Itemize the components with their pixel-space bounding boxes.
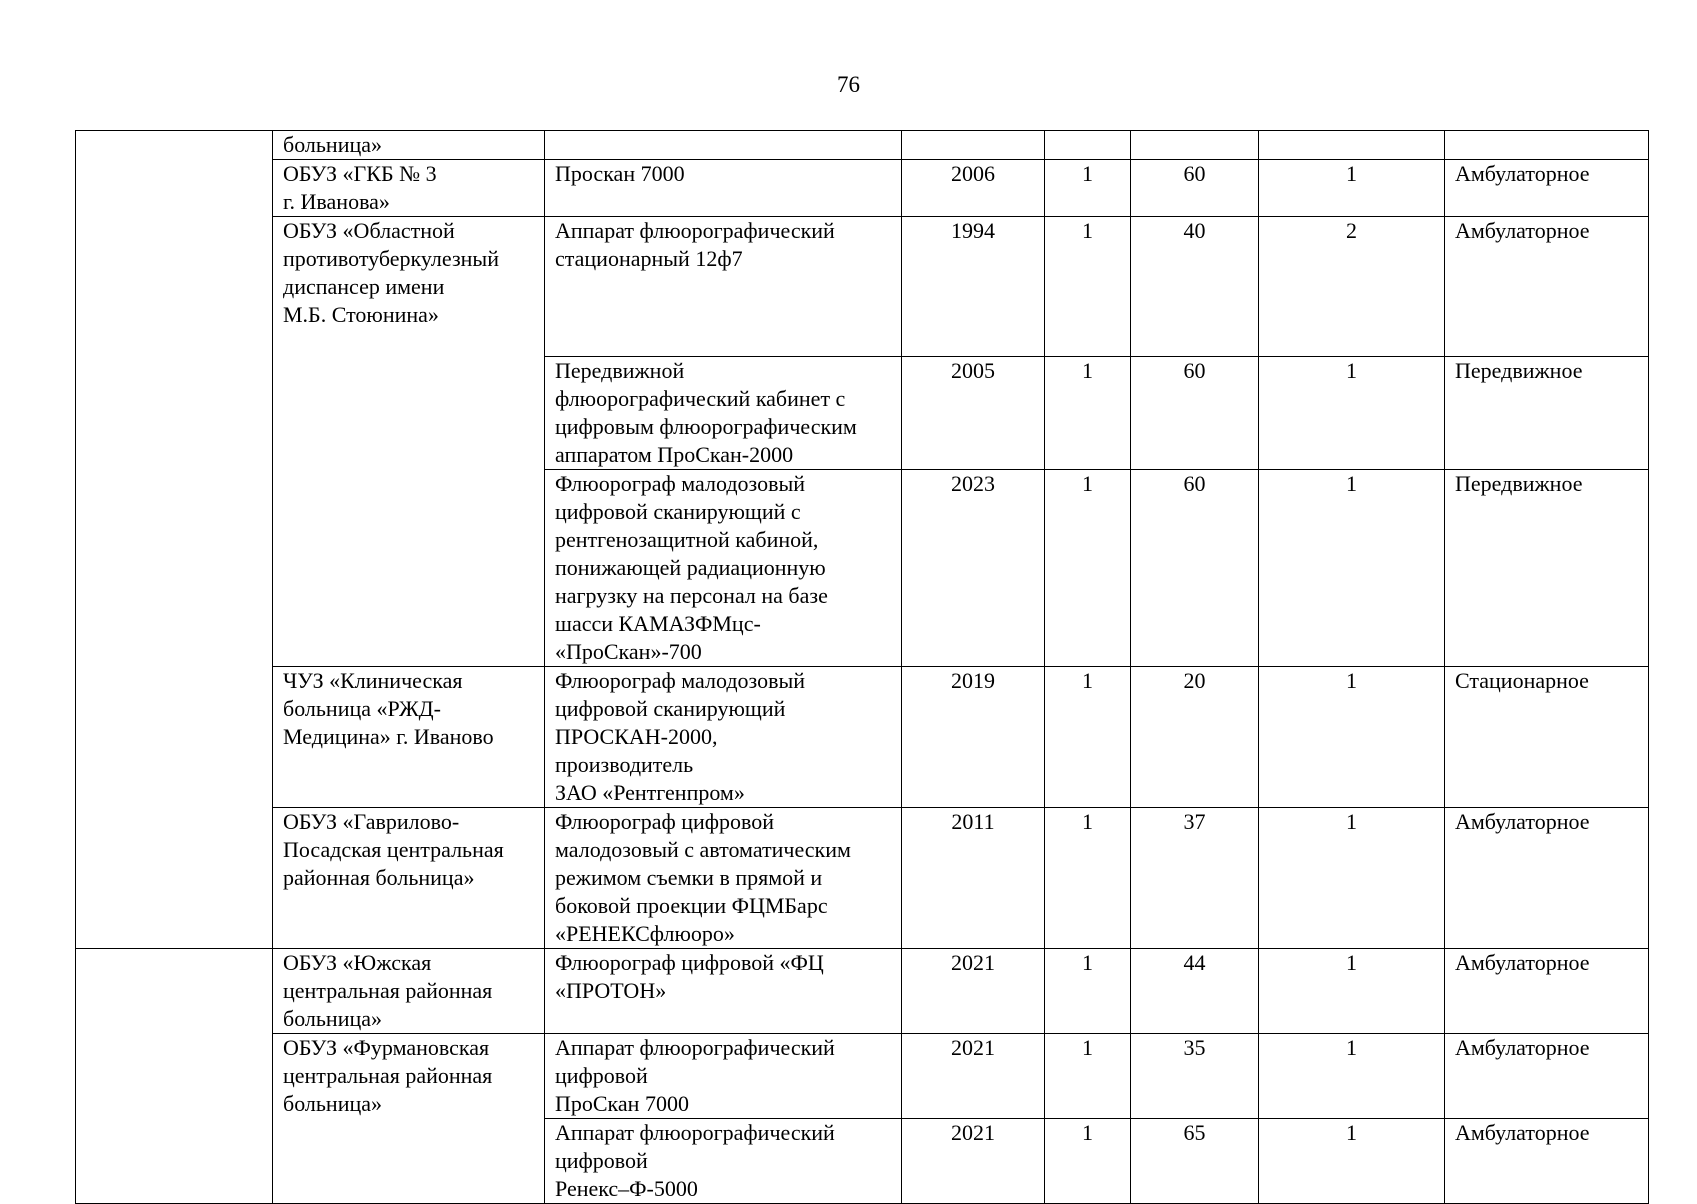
year-cell: 2021 — [902, 1119, 1045, 1204]
page-number: 76 — [837, 72, 860, 97]
count-cell: 1 — [1045, 808, 1131, 949]
facility-name-cell: больница» — [273, 131, 545, 160]
value-cell: 40 — [1131, 217, 1259, 357]
type-cell: Амбулаторное — [1445, 1034, 1649, 1119]
quantity-cell: 1 — [1259, 357, 1445, 470]
device-cell: Флюорограф цифровой «ФЦ «ПРОТОН» — [545, 949, 902, 1034]
count-cell — [1045, 131, 1131, 160]
quantity-cell: 1 — [1259, 1119, 1445, 1204]
value-cell: 35 — [1131, 1034, 1259, 1119]
facility-name-cell: ЧУЗ «Клиническая больница «РЖД- Медицина» г. Иваново — [273, 667, 545, 808]
device-cell: Передвижной флюорографический кабинет с цифровым флюорографическим аппаратом ПроСкан-2000 — [545, 357, 902, 470]
count-cell: 1 — [1045, 217, 1131, 357]
year-cell: 2005 — [902, 357, 1045, 470]
device-cell — [545, 131, 902, 160]
value-cell: 65 — [1131, 1119, 1259, 1204]
count-cell: 1 — [1045, 470, 1131, 667]
type-cell: Стационарное — [1445, 667, 1649, 808]
count-cell: 1 — [1045, 949, 1131, 1034]
year-cell: 2019 — [902, 667, 1045, 808]
region-cell — [76, 131, 273, 949]
year-cell: 2006 — [902, 160, 1045, 217]
device-cell: Флюорограф цифровой малодозовый с автоматическим режимом съемки в прямой и боковой проекции ФЦМБарс «РЕНЕКСфлюоро» — [545, 808, 902, 949]
count-cell: 1 — [1045, 160, 1131, 217]
device-cell: Флюорограф малодозовый цифровой сканирующий с рентгенозащитной кабиной, понижающей радиационную нагрузку на персонал на базе шасси КАМАЗФМцс- «ПроСкан»-700 — [545, 470, 902, 667]
value-cell: 20 — [1131, 667, 1259, 808]
equipment-table — [75, 130, 1649, 1204]
year-cell: 2021 — [902, 1034, 1045, 1119]
quantity-cell: 1 — [1259, 1034, 1445, 1119]
quantity-cell: 2 — [1259, 217, 1445, 357]
year-cell: 2011 — [902, 808, 1045, 949]
type-cell: Передвижное — [1445, 357, 1649, 470]
year-cell: 2021 — [902, 949, 1045, 1034]
region-cell — [76, 949, 273, 1204]
year-cell: 2023 — [902, 470, 1045, 667]
table-row — [76, 1034, 1649, 1119]
device-cell: Аппарат флюорографический цифровой ПроСкан 7000 — [545, 1034, 902, 1119]
table-row — [76, 160, 1649, 217]
type-cell: Амбулаторное — [1445, 949, 1649, 1034]
device-cell: Проскан 7000 — [545, 160, 902, 217]
count-cell: 1 — [1045, 667, 1131, 808]
value-cell: 60 — [1131, 357, 1259, 470]
type-cell — [1445, 131, 1649, 160]
quantity-cell: 1 — [1259, 667, 1445, 808]
type-cell: Амбулаторное — [1445, 217, 1649, 357]
device-cell: Флюорограф малодозовый цифровой сканирующий ПРОСКАН-2000, производитель ЗАО «Рентгенпром» — [545, 667, 902, 808]
facility-name-cell: ОБУЗ «Областной противотуберкулезный диспансер имени М.Б. Стоюнина» — [273, 217, 545, 667]
facility-name-cell: ОБУЗ «Южская центральная районная больница» — [273, 949, 545, 1034]
device-cell: Аппарат флюорографический стационарный 12ф7 — [545, 217, 902, 357]
value-cell: 60 — [1131, 470, 1259, 667]
value-cell: 60 — [1131, 160, 1259, 217]
value-cell: 37 — [1131, 808, 1259, 949]
year-cell — [902, 131, 1045, 160]
table-row — [76, 217, 1649, 357]
count-cell: 1 — [1045, 357, 1131, 470]
type-cell: Амбулаторное — [1445, 808, 1649, 949]
device-cell: Аппарат флюорографический цифровой Ренекс–Ф-5000 — [545, 1119, 902, 1204]
quantity-cell — [1259, 131, 1445, 160]
type-cell: Амбулаторное — [1445, 160, 1649, 217]
quantity-cell: 1 — [1259, 949, 1445, 1034]
table-row — [76, 667, 1649, 808]
table-row — [76, 131, 1649, 160]
facility-name-cell: ОБУЗ «Фурмановская центральная районная больница» — [273, 1034, 545, 1204]
table-row — [76, 949, 1649, 1034]
quantity-cell: 1 — [1259, 808, 1445, 949]
value-cell: 44 — [1131, 949, 1259, 1034]
count-cell: 1 — [1045, 1034, 1131, 1119]
table-row — [76, 808, 1649, 949]
count-cell: 1 — [1045, 1119, 1131, 1204]
table-body — [76, 131, 1649, 1204]
facility-name-cell: ОБУЗ «ГКБ № 3 г. Иванова» — [273, 160, 545, 217]
quantity-cell: 1 — [1259, 160, 1445, 217]
value-cell — [1131, 131, 1259, 160]
quantity-cell: 1 — [1259, 470, 1445, 667]
year-cell: 1994 — [902, 217, 1045, 357]
type-cell: Передвижное — [1445, 470, 1649, 667]
type-cell: Амбулаторное — [1445, 1119, 1649, 1204]
facility-name-cell: ОБУЗ «Гаврилово- Посадская центральная районная больница» — [273, 808, 545, 949]
